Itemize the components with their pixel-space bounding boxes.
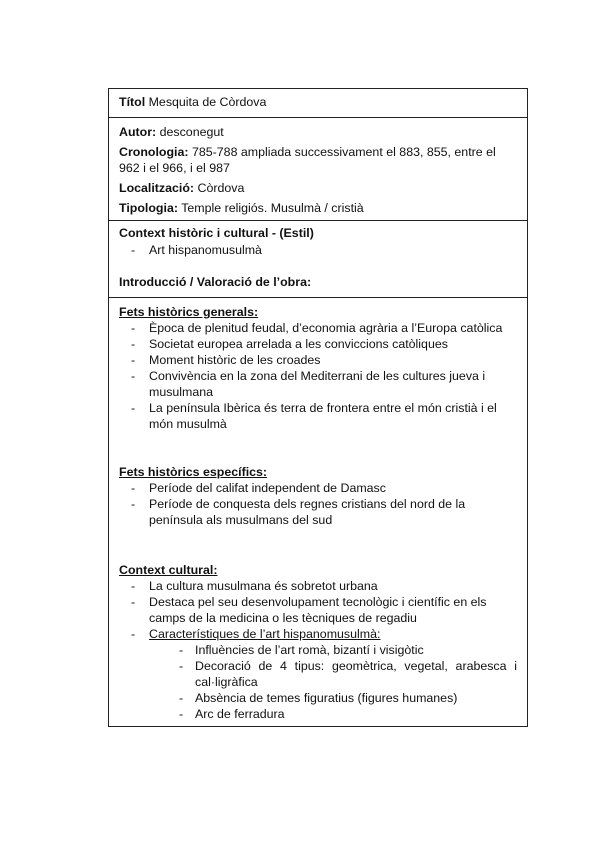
list-item: - Arc de ferradura <box>119 706 517 722</box>
list-item: - Període del califat independent de Damasc <box>119 480 517 496</box>
author-value: desconegut <box>159 125 224 139</box>
chronology-label: Cronologia: <box>119 145 189 159</box>
cultural-context-heading: Context cultural: <box>119 563 218 577</box>
list-item: - Moment històric de les croades <box>119 352 517 368</box>
title-section <box>109 89 527 118</box>
list-item: - La península Ibèrica és terra de frontera entre el món cristià i el món musulmà <box>119 400 517 432</box>
spacer <box>119 528 517 544</box>
list-item: - Absència de temes figuratius (figures humanes) <box>119 690 517 706</box>
chronology-row <box>119 144 517 176</box>
author-label: Autor: <box>119 125 157 139</box>
list-item: - Societat europea arrelada a les conviccions catòliques <box>119 336 517 352</box>
location-label: Localització: <box>119 181 195 195</box>
cultural-context-list <box>119 578 517 642</box>
author-row <box>119 124 517 140</box>
title-row <box>119 94 517 110</box>
characteristics-heading: Característiques de l’art hispanomusulmà: <box>149 627 381 641</box>
list-item <box>119 626 517 642</box>
list-item: - Decoració de 4 tipus: geomètrica, vegetal, arabesca i cal·ligràfica <box>119 658 517 690</box>
specific-facts-heading: Fets històrics específics: <box>119 465 268 479</box>
typology-row <box>119 200 517 216</box>
title-label: Títol <box>119 95 146 109</box>
typology-value: Temple religiós. Musulmà / cristià <box>181 201 364 215</box>
spacer <box>119 448 517 464</box>
list-item: - Influències de l’art romà, bizantí i visigòtic <box>119 642 517 658</box>
list-item: - Convivència en la zona del Mediterrani de les cultures jueva i musulmana <box>119 368 517 400</box>
location-value: Còrdova <box>197 181 245 195</box>
chronology-value: 785-788 ampliada successivament el 883, 855, entre el 962 i el 966, i el 987 <box>119 145 496 175</box>
location-row <box>119 180 517 196</box>
context-heading: Context històric i cultural - (Estil) <box>119 226 314 240</box>
intro-heading: Introducció / Valoració de l’obra: <box>119 275 312 289</box>
context-list <box>119 242 517 258</box>
characteristics-list <box>119 642 517 722</box>
title-value: Mesquita de Còrdova <box>148 95 267 109</box>
spacer <box>119 432 517 448</box>
info-section <box>109 118 527 221</box>
specific-facts-list <box>119 480 517 528</box>
context-section <box>109 221 527 298</box>
general-facts-heading: Fets històrics generals: <box>119 305 259 319</box>
list-item: - Període de conquesta dels regnes cristians del nord de la península als musulmans del sud <box>119 496 517 528</box>
spacer <box>119 544 517 560</box>
content-section <box>109 298 527 726</box>
typology-label: Tipologia: <box>119 201 178 215</box>
artwork-fact-sheet <box>108 88 528 727</box>
list-item: - Art hispanomusulmà <box>119 242 517 258</box>
list-item: - La cultura musulmana és sobretot urbana <box>119 578 517 594</box>
list-item: - Destaca pel seu desenvolupament tecnològic i científic en els camps de la medicina o les tècniques de regadiu <box>119 594 517 626</box>
general-facts-list <box>119 320 517 432</box>
list-item: - Època de plenitud feudal, d’economia agrària a l’Europa catòlica <box>119 320 517 336</box>
